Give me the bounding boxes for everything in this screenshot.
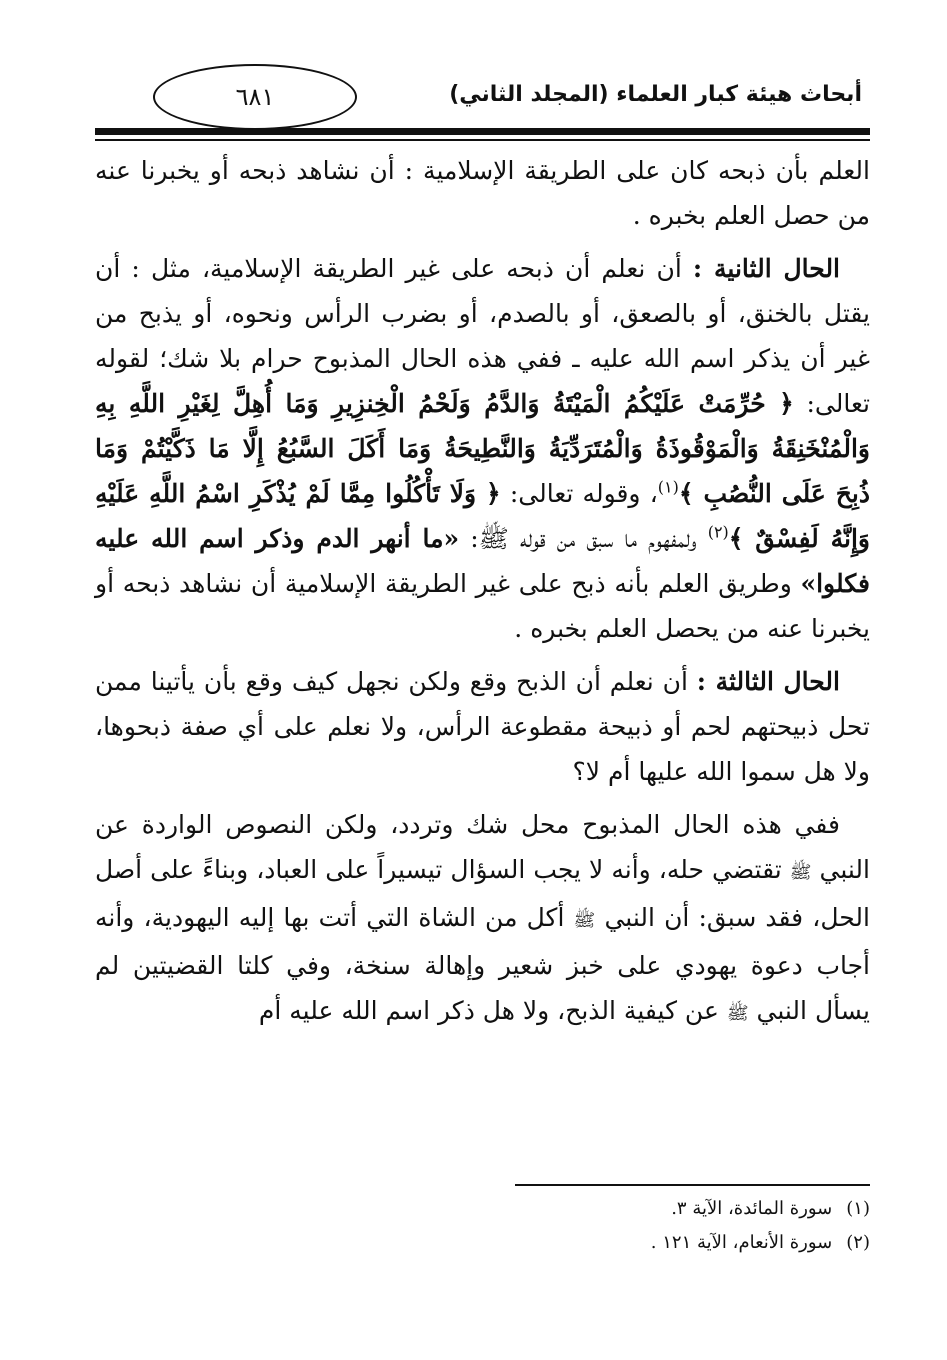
paragraph-2-text-c: ولمفهوم ما سبق من قوله ﷺ: <box>459 524 708 553</box>
paragraph-3 <box>95 659 870 794</box>
footnote-ref-1: (١) <box>657 477 679 497</box>
paragraph-4 <box>95 802 870 1036</box>
page-header <box>95 62 870 142</box>
paragraph-1: العلم بأن ذبحه كان على الطريقة الإسلامية : أن نشاهد ذبحه أو يخبرنا عنه من حصل العلم بخبره . <box>95 156 870 230</box>
salutation-symbol-3: ﷺ <box>726 1003 749 1024</box>
salutation-symbol-1: ﷺ <box>789 862 812 883</box>
paragraph-2-text-a: أن نعلم أن ذبحه على غير الطريقة الإسلامية، مثل : أن يقتل بالخنق، أو بالصعق، أو بالصدم، أو بضرب الرأس ونحوه، أو يذبح من غير أن يذكر اسم الله عليه ـ ففي هذه الحال المذبوح حرام بلا شك؛ لقوله تعالى: <box>95 254 870 418</box>
footnotes <box>95 1192 870 1260</box>
quran-verse-2: ﴿ وَلَا تَأْكُلُوا مِمَّا لَمْ يُذْكَرِ اسْمُ اللَّهِ عَلَيْهِ وَإِنَّهُ لَفِسْقٌ ﴾ <box>95 479 870 553</box>
footnote-2 <box>95 1226 870 1260</box>
paragraph-2-text-b: ، وقوله تعالى: <box>500 479 658 508</box>
paragraph-4-text-b: تقتضي حله، وأنه لا يجب السؤال تيسيراً على العباد، وبناءً على أصل الحل، فقد سبق: أن النبي <box>95 855 870 932</box>
footnote-separator <box>515 1184 870 1186</box>
hadith-quote: «ما أنهر الدم وذكر اسم الله عليه فكلوا» <box>95 524 870 598</box>
paragraph-4-text-c: أكل من الشاة التي أتت بها إليه اليهودية، وأنه أجاب دعوة يهودي على خبز شعير وإهالة سنخة، وفي كلتا القضيتين لم يسأل النبي <box>95 903 870 1025</box>
header-rule-thick <box>95 128 870 135</box>
paragraph-2 <box>95 246 870 651</box>
paragraph-2-text-d: وطريق العلم بأنه ذبح على غير الطريقة الإسلامية أن نشاهد ذبحه أو يخبرنا عنه من يحصل العلم بخبره . <box>95 569 870 643</box>
page-number-oval <box>153 64 357 130</box>
case-two-term: الحال الثانية : <box>692 254 841 283</box>
footnote-text: سورة المائدة، الآية ٣. <box>671 1198 833 1219</box>
footnote-ref-2: (٢) <box>707 522 729 542</box>
body-text <box>95 148 870 1044</box>
footnote-number: (١) <box>846 1198 870 1219</box>
header-rule-thin <box>95 139 870 141</box>
footnote-text: سورة الأنعام، الآية ١٢١ . <box>650 1232 833 1253</box>
case-three-term: الحال الثالثة : <box>696 667 840 696</box>
paragraph-4-text-d: عن كيفية الذبح، ولا هل ذكر اسم الله عليه أم <box>258 996 727 1025</box>
salutation-symbol-2: ﷺ <box>573 910 596 931</box>
paragraph-3-text: أن نعلم أن الذبح وقع ولكن نجهل كيف وقع بأن يأتينا ممن تحل ذبيحتهم لحم أو ذبيحة مقطوعة الرأس، ولا نعلم على أي صفة ذبحوها، ولا هل سموا الله عليها أم لا؟ <box>95 667 870 786</box>
running-title: أبحاث هيئة كبار العلماء (المجلد الثاني) <box>449 82 862 107</box>
quran-verse-1: ﴿ حُرِّمَتْ عَلَيْكُمُ الْمَيْتَةُ وَالدَّمُ وَلَحْمُ الْخِنزِيرِ وَمَا أُهِلَّ لِغَيْرِ اللَّهِ بِهِ وَالْمُنْخَنِقَةُ وَالْمَوْقُوذَةُ وَالْمُتَرَدِّيَةُ وَالنَّطِيحَةُ وَمَا أَكَلَ السَّبُعُ إِلَّا مَا ذَكَّيْتُمْ وَمَا ذُبِحَ عَلَى النُّصُبِ ﴾ <box>95 389 870 508</box>
paragraph-4-text-a: ففي هذه الحال المذبوح محل شك وتردد، ولكن النصوص الواردة عن النبي <box>95 810 870 884</box>
footnote-number: (٢) <box>846 1232 870 1253</box>
footnote-1 <box>95 1192 870 1226</box>
page-number: ٦٨١ <box>235 83 275 111</box>
